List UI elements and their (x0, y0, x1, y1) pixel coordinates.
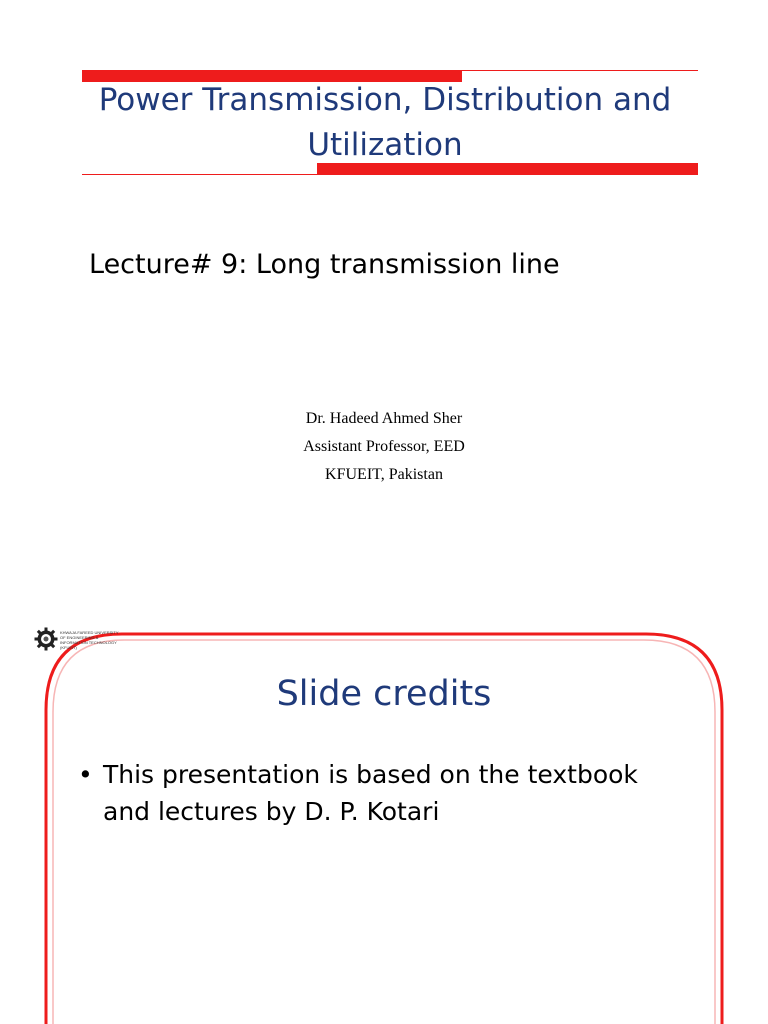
bullet-item (78, 756, 678, 830)
author-name: Dr. Hadeed Ahmed Sher (305, 410, 463, 427)
author-block (0, 405, 768, 489)
university-gear-logo-icon (34, 627, 58, 651)
bullet-dot: • (78, 760, 93, 789)
credits-slide (0, 620, 768, 1024)
slide-title: Power Transmission, Distribution and Utilization (98, 82, 672, 163)
lecture-title: Lecture# 9: Long transmission line (89, 249, 560, 280)
bottom-rule (82, 174, 698, 175)
logo-text: KHWAJA FAREED UNIVERSITY OF ENGINEERING & INFORMATION TECHNOLOGY (KFUEIT) (60, 630, 119, 650)
author-affiliation: KFUEIT, Pakistan (325, 466, 443, 483)
author-position: Assistant Professor, EED (303, 438, 465, 455)
credits-title: Slide credits (276, 674, 492, 714)
bullet-text: This presentation is based on the textbook and lectures by D. P. Kotari (103, 760, 638, 826)
